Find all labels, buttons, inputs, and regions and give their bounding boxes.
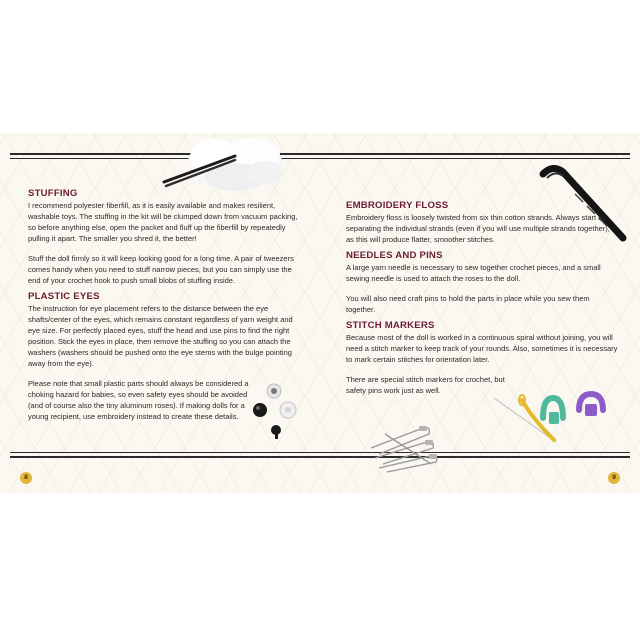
section-paragraph: The instruction for eye placement refers to the distance between the eye shafts/center of the eyes, which remains constant regardless of yarn weight and eye size. For perfectly placed eyes, stuff the head and use pins to find the right position. Stick the eyes in place, then remove the stuffing so you can attach the washers (washers should be pushed onto the eye stems with the bulge pointing away from the eye). (28, 304, 293, 368)
stuffing-section (28, 188, 300, 286)
section-heading: STITCH MARKERS (346, 320, 435, 331)
plastic-eyes-section (28, 291, 300, 422)
left-page-column (28, 188, 300, 422)
page-number-left: 8 (20, 472, 32, 484)
embroidery-floss-section (346, 200, 618, 245)
section-paragraph: There are special stitch markers for crochet, but safety pins work just as well. (346, 375, 505, 395)
section-paragraph: A large yarn needle is necessary to sew together crochet pieces, and a small sewing needle is used to attach the roses to the doll. (346, 263, 601, 283)
section-paragraph: You will also need craft pins to hold the parts in place while you sew them together. (346, 294, 590, 314)
section-heading: PLASTIC EYES (28, 291, 100, 302)
section-paragraph: Because most of the doll is worked in a continuous spiral without joining, you will need a stitch marker to keep track of your rounds. Also, sometimes it is necessary to mark certain stitches for orientation later. (346, 333, 618, 364)
stitch-markers-section (346, 320, 618, 396)
bottom-rule-inner (10, 452, 630, 453)
right-page-column (346, 200, 618, 396)
section-paragraph: Embroidery floss is loosely twisted from six thin cotton strands. Always start by separating the individual strands (even if you will use multiple strands together), as this will produce flatter, smoother stitches. (346, 213, 610, 244)
page-number-right: 9 (608, 472, 620, 484)
section-paragraph: Stuff the doll firmly so it will keep looking good for a long time. A pair of tweezers comes handy when you need to stuff narrow pieces, but you can simply use the end of your crochet hook to push small blobs of stuffing inside. (28, 254, 294, 285)
top-rule (10, 153, 630, 155)
section-heading: EMBROIDERY FLOSS (346, 200, 449, 211)
section-paragraph: Please note that small plastic parts should always be considered a choking hazard for babies, so even safety eyes should be avoided (and of course also the tiny aluminum roses). If making dolls for a young recipient, use embroidery instead to create these details. (28, 379, 249, 421)
tweezers-photo (160, 152, 240, 192)
safety-pins-photo (365, 420, 440, 475)
section-paragraph: I recommend polyester fiberfill, as it is easily available and makes resilient, washable toys. The stuffing in the kit will be clumped down from vacuum packing, so before anything else, open the packet and fluff up the fiberfill by repeatedly pulling it apart. The smaller you shred it, the better! (28, 201, 298, 243)
top-rule-inner (10, 158, 630, 159)
section-heading: NEEDLES AND PINS (346, 250, 443, 261)
bottom-rule (10, 456, 630, 458)
section-heading: STUFFING (28, 188, 78, 199)
needles-and-pins-section (346, 250, 618, 315)
